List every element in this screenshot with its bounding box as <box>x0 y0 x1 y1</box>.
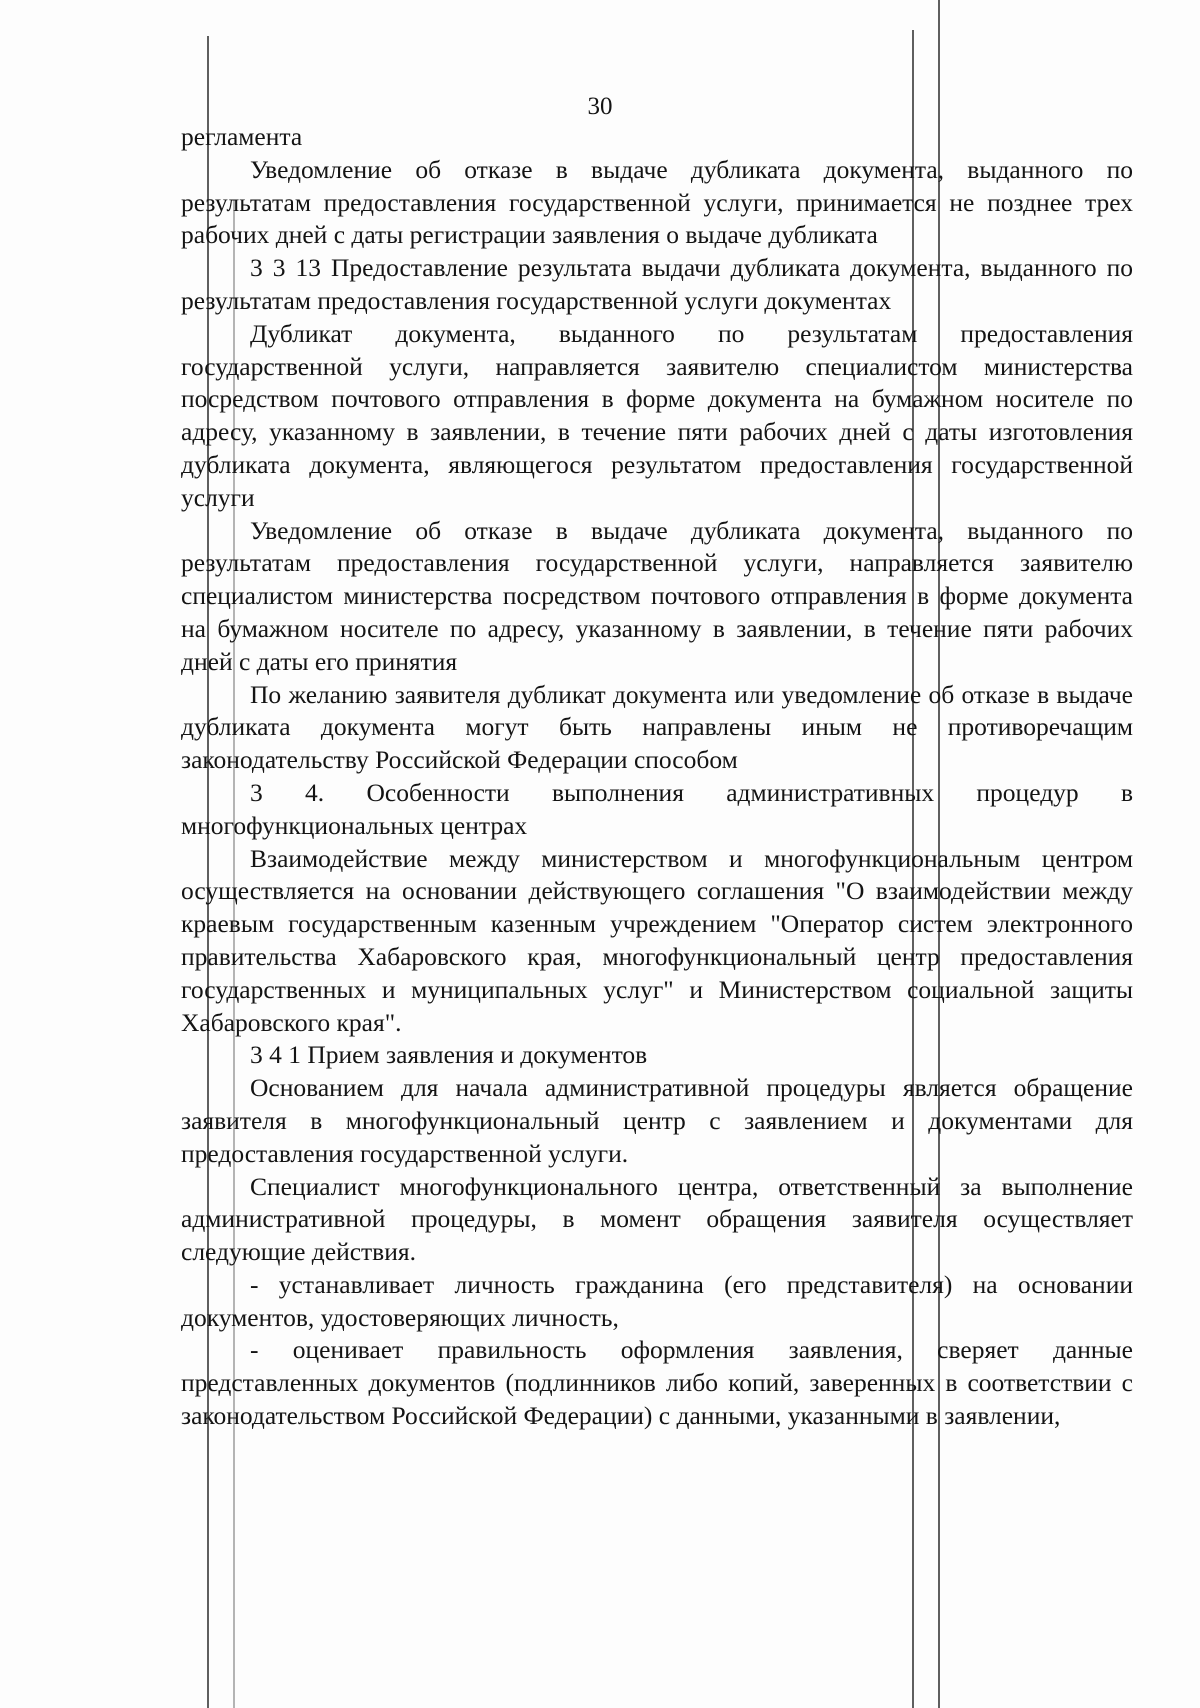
list-item: - оценивает правильность оформления заявления, сверяет данные представленных документов (подлинников либо копий, заверенных в соответствии с законодательством Российской Федерации) с данными, указанными в заявлении, <box>181 1335 1133 1431</box>
section-heading-3-4: 3 4. Особенности выполнения административных процедур в многофункциональных центрах <box>181 777 1133 840</box>
list-item: - устанавливает личность гражданина (его представителя) на основании документов, удостоверяющих личность, <box>181 1269 1133 1332</box>
paragraph: По желанию заявителя дубликат документа или уведомление об отказе в выдаче дубликата документа могут быть направлены иным не противоречащим законодательству Российской Федерации способом <box>181 679 1133 775</box>
document-body <box>181 121 1133 1433</box>
paragraph: Специалист многофункционального центра, ответственный за выполнение административной процедуры, в момент обращения заявителя осуществляет следующие действия. <box>181 1171 1133 1267</box>
paragraph: Взаимодействие между министерством и многофункциональным центром осуществляется на основании действующего соглашения "О взаимодействии между краевым государственным казенным учреждением "Оператор систем электронного правительства Хабаровского края, многофункциональный центр предоставления государственных и муниципальных услуг" и Министерством социальной защиты Хабаровского края". <box>181 843 1133 1037</box>
paragraph: Уведомление об отказе в выдаче дубликата документа, выданного по результатам предоставления государственной услуги, направляется заявителю специалистом министерства посредством почтового отправления в форме документа на бумажном носителе по адресу, указанному в заявлении, в течение пяти рабочих дней с даты его принятия <box>181 515 1133 676</box>
paragraph: Дубликат документа, выданного по результатам предоставления государственной услуги, направляется заявителю специалистом министерства посредством почтового отправления в форме документа на бумажном носителе по адресу, указанному в заявлении, в течение пяти рабочих дней с даты изготовления дубликата документа, являющегося результатом предоставления государственной услуги <box>181 318 1133 512</box>
paragraph: Уведомление об отказе в выдаче дубликата документа, выданного по результатам предоставления государственной услуги, принимается не позднее трех рабочих дней с даты регистрации заявления о выдаче дубликата <box>181 154 1133 250</box>
paragraph-reglament-tail: регламента <box>181 122 303 151</box>
section-heading-3-4-1: 3 4 1 Прием заявления и документов <box>250 1040 648 1070</box>
paragraph: Основанием для начала административной процедуры является обращение заявителя в многофункциональный центр с заявлением и документами для предоставления государственной услуги. <box>181 1073 1133 1168</box>
section-heading-3-3-13: 3 3 13 Предоставление результата выдачи дубликата документа, выданного по результатам предоставления государственной услуги документах <box>181 253 1133 315</box>
page-number: 30 <box>587 93 613 120</box>
